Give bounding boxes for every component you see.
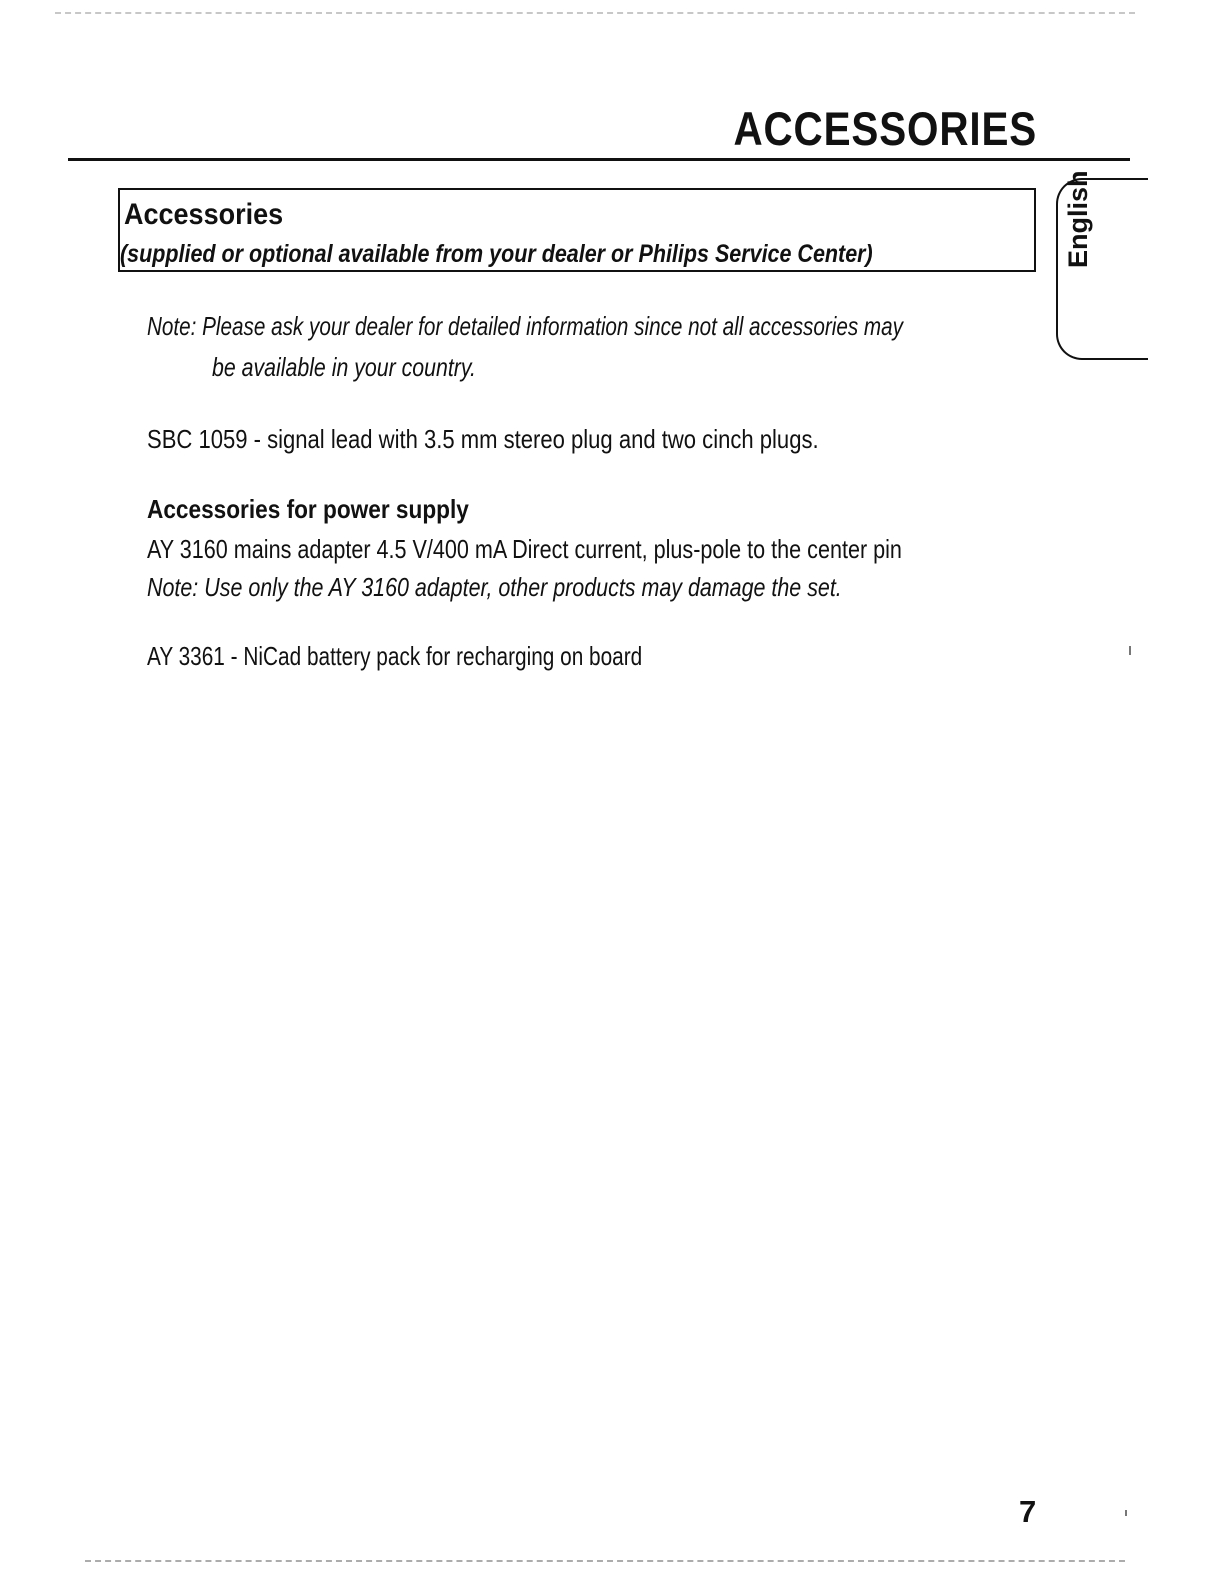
- accessory-signal-lead: SBC 1059 - signal lead with 3.5 mm stereo plug and two cinch plugs.: [147, 424, 819, 454]
- availability-note-line-2: be available in your country.: [212, 352, 476, 382]
- section-heading: Accessories: [124, 198, 284, 231]
- scan-speck: [1125, 1510, 1127, 1516]
- accessory-battery-pack: AY 3361 - NiCad battery pack for recharging on board: [147, 641, 643, 671]
- language-tab-label: English: [1063, 170, 1093, 268]
- availability-note-line-1: Note: Please ask your dealer for detailed information since not all accessories may: [147, 311, 903, 341]
- page-number: 7: [1019, 1494, 1037, 1529]
- page-title: ACCESSORIES: [733, 102, 1037, 155]
- section-subheading: (supplied or optional available from your dealer or Philips Service Center): [120, 240, 873, 268]
- accessory-mains-adapter: AY 3160 mains adapter 4.5 V/400 mA Direct current, plus-pole to the center pin: [147, 534, 902, 564]
- power-supply-heading: Accessories for power supply: [147, 494, 469, 524]
- scan-speck: [1129, 646, 1131, 655]
- scan-artifact-bottom: [85, 1560, 1125, 1564]
- title-divider: [68, 158, 1130, 161]
- adapter-note: Note: Use only the AY 3160 adapter, other products may damage the set.: [147, 572, 842, 602]
- scan-artifact-top: [55, 12, 1135, 16]
